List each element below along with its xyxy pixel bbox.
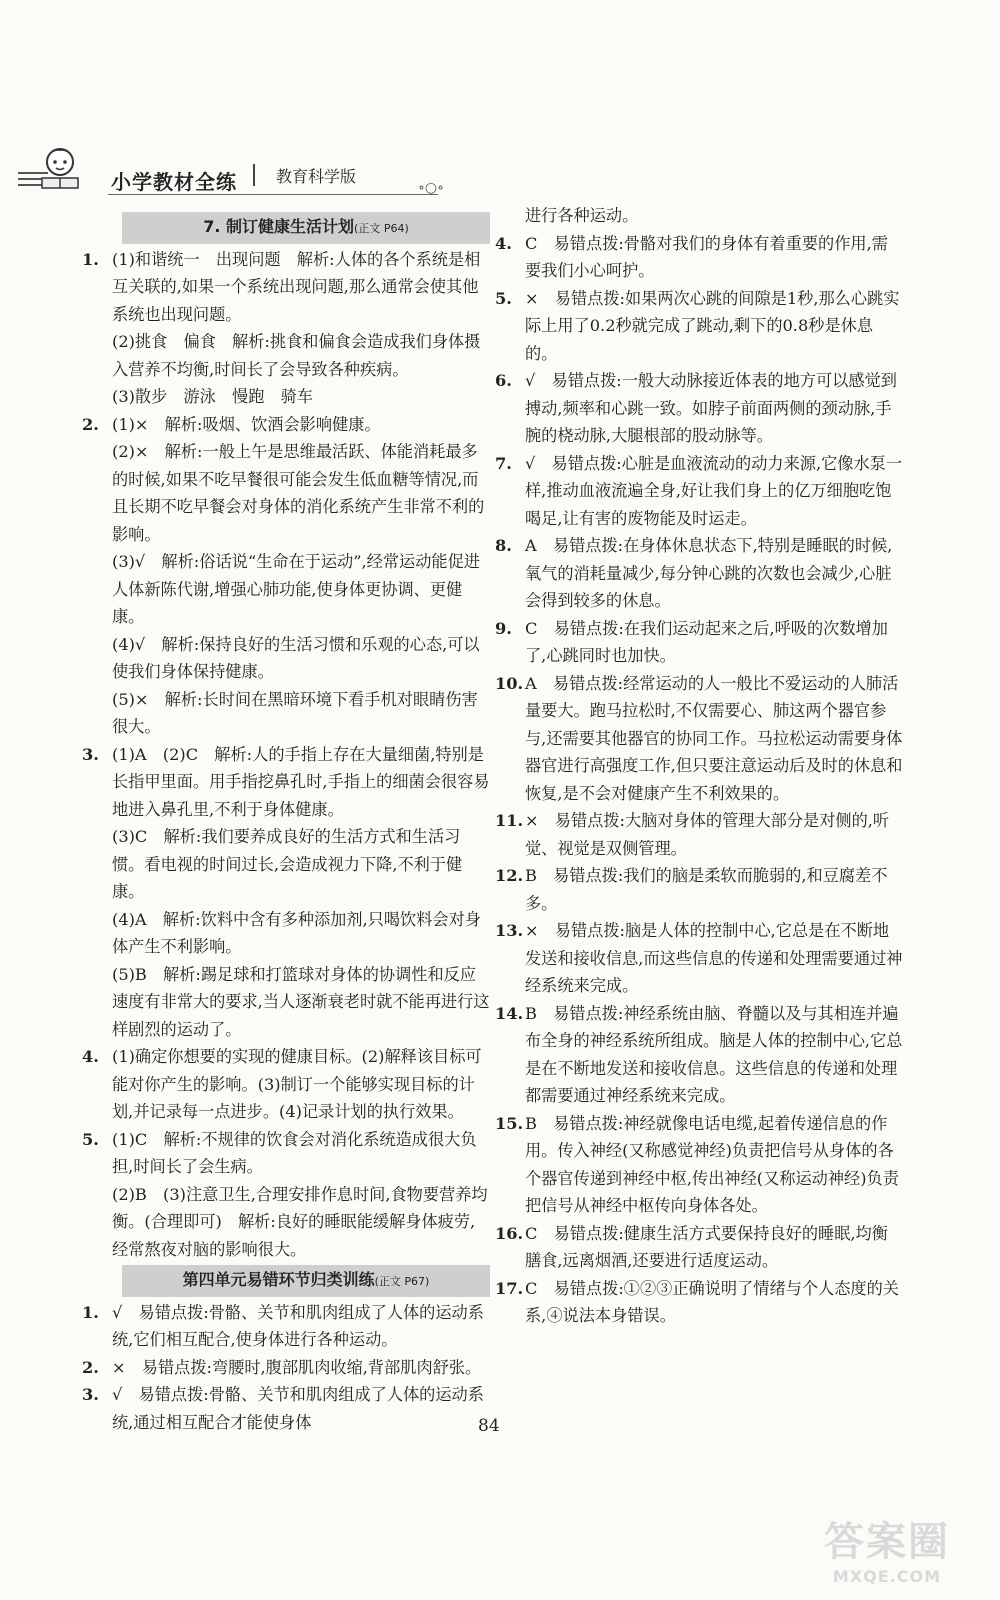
- question-number: 2.: [82, 1357, 99, 1377]
- question-number: 2.: [82, 414, 99, 434]
- question-number: 10.: [495, 673, 524, 693]
- page-header: [18, 142, 444, 196]
- answer-text: (1)A (2)C 解析:人的手指上存在大量细菌,特别是长指甲里面。用手指挖鼻孔时,手指上的细菌会很容易地进入鼻孔里,不利于身体健康。: [112, 744, 490, 819]
- answer-text: √ 易错点拨:一般大动脉接近体表的地方可以感觉到搏动,频率和心跳一致。如脖子前面两侧的颈动脉,手腕的桡动脉,大腿根部的股动脉等。: [525, 371, 897, 445]
- answer-item: [82, 1354, 490, 1382]
- answer-item: [495, 917, 903, 1000]
- question-number: 3.: [82, 1385, 99, 1404]
- answer-item: [495, 670, 903, 808]
- answer-list: [82, 1299, 490, 1437]
- answer-text: (4)√ 解析:保持良好的生活习惯和乐观的心态,可以使我们身体保持健康。: [112, 634, 480, 681]
- answer-text: (1)× 解析:吸烟、饮酒会影响健康。: [112, 414, 381, 434]
- question-number: 7.: [495, 453, 512, 473]
- question-number: 4.: [82, 1047, 99, 1066]
- answer-text: (1)确定你想要的实现的健康目标。(2)解释该目标可能对你产生的影响。(3)制订一个能够实现目标的计划,并记录每一点进步。(4)记录计划的执行效果。: [112, 1047, 482, 1121]
- answer-text: × 易错点拨:弯腰时,腹部肌肉收缩,背部肌肉舒张。: [112, 1357, 482, 1377]
- answer-item: [495, 367, 903, 450]
- question-number: 5.: [82, 1129, 99, 1149]
- brand-title: 小学教材全练: [111, 170, 237, 194]
- answer-list: [82, 246, 490, 1264]
- answer-list: [495, 202, 903, 1330]
- answer-item: [82, 961, 490, 1044]
- answer-item: [495, 807, 903, 862]
- answer-item: [495, 285, 903, 368]
- question-number: 3.: [82, 744, 99, 764]
- answer-item: [495, 532, 903, 615]
- answer-text: B 易错点拨:我们的脑是柔软而脆弱的,和豆腐差不多。: [525, 866, 888, 913]
- answer-text: (2)× 解析:一般上午是思维最活跃、体能消耗最多的时候,如果不吃早餐很可能会发生低血糖等情况,而且长期不吃早餐会对身体的消化系统产生非常不利的影响。: [112, 442, 485, 544]
- answer-item: [82, 1181, 490, 1264]
- answer-text: C 易错点拨:在我们运动起来之后,呼吸的次数增加了,心跳同时也加快。: [525, 618, 888, 665]
- question-number: 14.: [495, 1003, 524, 1023]
- page-number: 84: [478, 1416, 500, 1436]
- question-number: 12.: [495, 866, 524, 885]
- answer-item: [82, 411, 490, 439]
- edition-label: 教育科学版: [276, 167, 357, 186]
- right-column: [495, 202, 903, 1330]
- decor-dots: ∘○∘: [418, 180, 444, 196]
- header-rule: [108, 194, 438, 195]
- answer-item: [82, 246, 490, 329]
- answer-text: A 易错点拨:经常运动的人一般比不爱运动的人肺活量要大。跑马拉松时,不仅需要心、肺这两个器官参与,还需要其他器官的协同工作。马拉松运动需要身体器官进行高强度工作,但只要注意运动后及时的休息和恢复,是不会对健康产生不利效果的。: [525, 673, 903, 803]
- question-number: 8.: [495, 536, 512, 555]
- answer-text: √ 易错点拨:骨骼、关节和肌肉组成了人体的运动系统,通过相互配合才能使身体: [112, 1385, 484, 1432]
- question-number: 1.: [82, 1302, 99, 1322]
- header-separator: [253, 164, 255, 186]
- answer-item: [82, 741, 490, 824]
- section-heading: 7. 制订健康生活计划(正文 P64): [122, 212, 490, 244]
- answer-item: [82, 1126, 490, 1181]
- answer-item: [82, 686, 490, 741]
- answer-item: [495, 1275, 903, 1330]
- answer-text: A 易错点拨:在身体休息状态下,特别是睡眠的时候,氧气的消耗量减少,每分钟心跳的次数也会减少,心脏会得到较多的休息。: [525, 536, 893, 610]
- answer-text: 进行各种运动。: [525, 206, 639, 225]
- answer-item: [82, 823, 490, 906]
- question-number: 11.: [495, 811, 524, 830]
- mascot-icon: [32, 142, 88, 192]
- answer-item: [82, 548, 490, 631]
- answer-text: (2)B (3)注意卫生,合理安排作息时间,食物要营养均衡。(合理即可) 解析:良好的睡眠能缓解身体疲劳,经常熬夜对脑的影响很大。: [112, 1184, 488, 1259]
- answer-item: [495, 615, 903, 670]
- answer-text: C 易错点拨:健康生活方式要保持良好的睡眠,均衡膳食,远离烟酒,还要进行适度运动。: [525, 1223, 888, 1270]
- question-number: 5.: [495, 288, 512, 308]
- left-column: [82, 212, 490, 1436]
- answer-text: (3)散步 游泳 慢跑 骑车: [112, 387, 313, 406]
- answer-item: [82, 438, 490, 548]
- answer-item: [82, 1381, 490, 1436]
- answer-text: B 易错点拨:神经系统由脑、脊髓以及与其相连并遍布全身的神经系统所组成。脑是人体的控制中心,它总是在不断地发送和接收信息。这些信息的传递和处理都需要通过神经系统来完成。: [525, 1003, 903, 1105]
- answer-text: × 易错点拨:大脑对身体的管理大部分是对侧的,听觉、视觉是双侧管理。: [525, 811, 890, 858]
- answer-item: [495, 202, 903, 230]
- answer-item: [495, 1220, 903, 1275]
- answer-text: √ 易错点拨:骨骼、关节和肌肉组成了人体的运动系统,它们相互配合,使身体进行各种运动。: [112, 1302, 484, 1349]
- question-number: 6.: [495, 371, 512, 390]
- question-number: 16.: [495, 1223, 524, 1243]
- answer-text: (2)挑食 偏食 解析:挑食和偏食会造成我们身体摄入营养不均衡,时间长了会导致各种疾病。: [112, 332, 481, 379]
- section-heading: 第四单元易错环节归类训练(正文 P67): [122, 1265, 490, 1297]
- watermark: 答案圈 MXQE.COM: [824, 1519, 950, 1586]
- answer-item: [495, 862, 903, 917]
- answer-text: × 易错点拨:如果两次心跳的间隙是1秒,那么心跳实际上用了0.2秒就完成了跳动,剩下的0.8秒是休息的。: [525, 288, 900, 363]
- answer-item: [82, 1043, 490, 1126]
- answer-item: [495, 230, 903, 285]
- answer-text: (3)C 解析:我们要养成良好的生活方式和生活习惯。看电视的时间过长,会造成视力下降,不利于健康。: [112, 827, 463, 901]
- answer-item: [495, 1000, 903, 1110]
- answer-text: (5)× 解析:长时间在黑暗环境下看手机对眼睛伤害很大。: [112, 689, 478, 736]
- question-number: 15.: [495, 1113, 524, 1133]
- answer-text: (1)C 解析:不规律的饮食会对消化系统造成很大负担,时间长了会生病。: [112, 1129, 477, 1176]
- answer-item: [82, 906, 490, 961]
- answer-text: C 易错点拨:骨骼对我们的身体有着重要的作用,需要我们小心呵护。: [525, 233, 888, 280]
- question-number: 17.: [495, 1278, 524, 1298]
- answer-text: (1)和谐统一 出现问题 解析:人体的各个系统是相互关联的,如果一个系统出现问题,那么通常会使其他系统也出现问题。: [112, 249, 481, 324]
- question-number: 9.: [495, 618, 512, 638]
- answer-item: [82, 631, 490, 686]
- question-number: 1.: [82, 249, 99, 269]
- answer-item: [82, 383, 490, 411]
- answer-item: [82, 328, 490, 383]
- answer-text: (3)√ 解析:俗话说“生命在于运动”,经常运动能促进人体新陈代谢,增强心肺功能,使身体更协调、更健康。: [112, 552, 480, 626]
- answer-text: B 易错点拨:神经就像电话电缆,起着传递信息的作用。传入神经(又称感觉神经)负责把信号从身体的各个器官传递到神经中枢,传出神经(又称运动神经)负责把信号从神经中枢传向身体各处。: [525, 1113, 899, 1215]
- answer-item: [495, 1110, 903, 1220]
- question-number: 13.: [495, 921, 524, 940]
- answer-text: √ 易错点拨:心脏是血液流动的动力来源,它像水泵一样,推动血液流遍全身,好让我们身上的亿万细胞吃饱喝足,让有害的废物能及时运走。: [525, 453, 903, 528]
- answer-text: × 易错点拨:脑是人体的控制中心,它总是在不断地发送和接收信息,而这些信息的传递和处理需要通过神经系统来完成。: [525, 921, 903, 995]
- question-number: 4.: [495, 233, 512, 253]
- answer-item: [82, 1299, 490, 1354]
- answer-text: (5)B 解析:踢足球和打篮球对身体的协调性和反应速度有非常大的要求,当人逐渐衰老时就不能再进行这样剧烈的运动了。: [112, 964, 490, 1039]
- answer-text: C 易错点拨:①②③正确说明了情绪与个人态度的关系,④说法本身错误。: [525, 1278, 899, 1325]
- answer-item: [495, 450, 903, 533]
- answer-text: (4)A 解析:饮料中含有多种添加剂,只喝饮料会对身体产生不利影响。: [112, 909, 481, 956]
